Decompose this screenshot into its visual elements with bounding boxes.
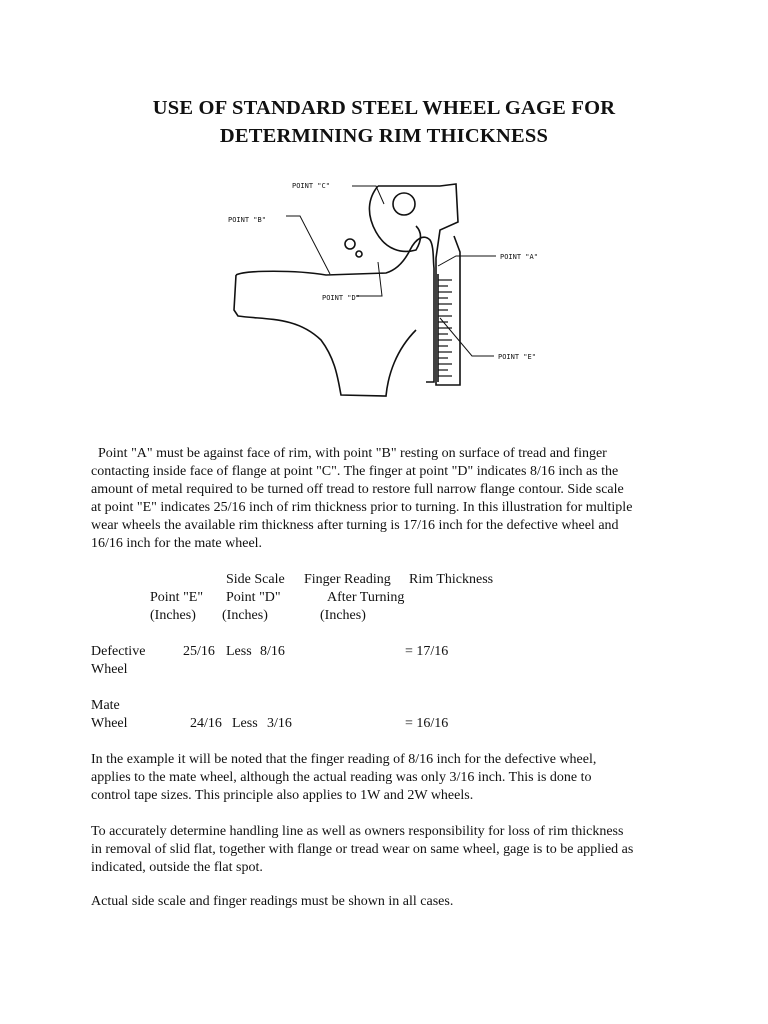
row-label: Wheel [91,662,128,677]
paragraph-readings-requirement [91,893,681,911]
text-line: wear wheels the available rim thickness after turning is 17/16 inch for the defective wheel and [91,518,619,533]
text-line: Actual side scale and finger readings must be shown in all cases. [91,894,454,909]
wheel-rim-outline [236,237,434,382]
row-result: = 16/16 [405,716,449,731]
gage-rivet-small-1 [345,239,355,249]
header-after-turning: After Turning [327,590,405,605]
paragraph-example-note [91,751,681,805]
wheel-gage-diagram [226,170,546,430]
leader-point-c [352,186,384,204]
leader-point-e [440,318,494,356]
label-point-a: POINT "A" [500,253,538,261]
row-less: Less [232,716,258,731]
text-line: control tape sizes. This principle also applies to 1W and 2W wheels. [91,788,474,803]
text-line: Point "A" must be against face of rim, with point "B" resting on surface of tread and finger [91,446,607,461]
leader-point-b [286,216,330,274]
row-less: Less [226,644,252,659]
side-scale-ticks [438,280,452,376]
text-line: contacting inside face of flange at point "C". The finger at point "D" indicates 8/16 inch as the [91,464,619,479]
header-inches-e: (Inches) [150,608,196,623]
text-line: amount of metal required to be turned off tread to restore full narrow flange contour. Side scale [91,482,624,497]
title-line-2: DETERMINING RIM THICKNESS [219,125,549,147]
label-point-c: POINT "C" [292,182,330,190]
header-point-e: Point "E" [150,590,204,605]
leader-point-a [438,256,496,266]
row-finger: 3/16 [267,716,292,731]
row-result: = 17/16 [405,644,449,659]
text-line: To accurately determine handling line as well as owners responsibility for loss of rim thickness [91,824,624,839]
text-line: in removal of slid flat, together with flange or tread wear on same wheel, gage is to be applied as [91,842,634,857]
text-line: In the example it will be noted that the finger reading of 8/16 inch for the defective wheel, [91,752,597,767]
text-line: indicated, outside the flat spot. [91,860,263,875]
label-point-e: POINT "E" [498,353,536,361]
paragraph-gage-explanation [91,445,681,553]
header-finger-reading: Finger Reading [304,572,391,587]
leader-point-d [356,262,382,296]
row-label: Mate [91,698,120,713]
gage-rivet-large [393,193,415,215]
header-side-scale: Side Scale [226,572,285,587]
label-point-d: POINT "D" [322,294,360,302]
text-line: applies to the mate wheel, although the actual reading was only 3/16 inch. This is done to [91,770,592,785]
title-line-1: USE OF STANDARD STEEL WHEEL GAGE FOR [152,97,616,119]
gage-rivet-small-2 [356,251,362,257]
text-line: at point "E" indicates 25/16 inch of rim thickness prior to turning. In this illustration for multiple [91,500,633,515]
header-inches-d: (Inches) [222,608,268,623]
page-title [0,94,768,150]
row-scale: 24/16 [190,716,222,731]
wheel-gage-drawing [226,170,546,430]
gage-body-outline [378,184,460,385]
header-point-d: Point "D" [226,590,281,605]
gage-finger-outline [369,186,420,251]
header-inches-r: (Inches) [320,608,366,623]
header-rim-thickness: Rim Thickness [409,572,494,587]
paragraph-handling-line [91,823,681,877]
row-label: Wheel [91,716,128,731]
row-scale: 25/16 [183,644,215,659]
row-finger: 8/16 [260,644,285,659]
text-line: 16/16 inch for the mate wheel. [91,536,263,551]
label-point-b: POINT "B" [228,216,266,224]
row-label: Defective [91,644,146,659]
